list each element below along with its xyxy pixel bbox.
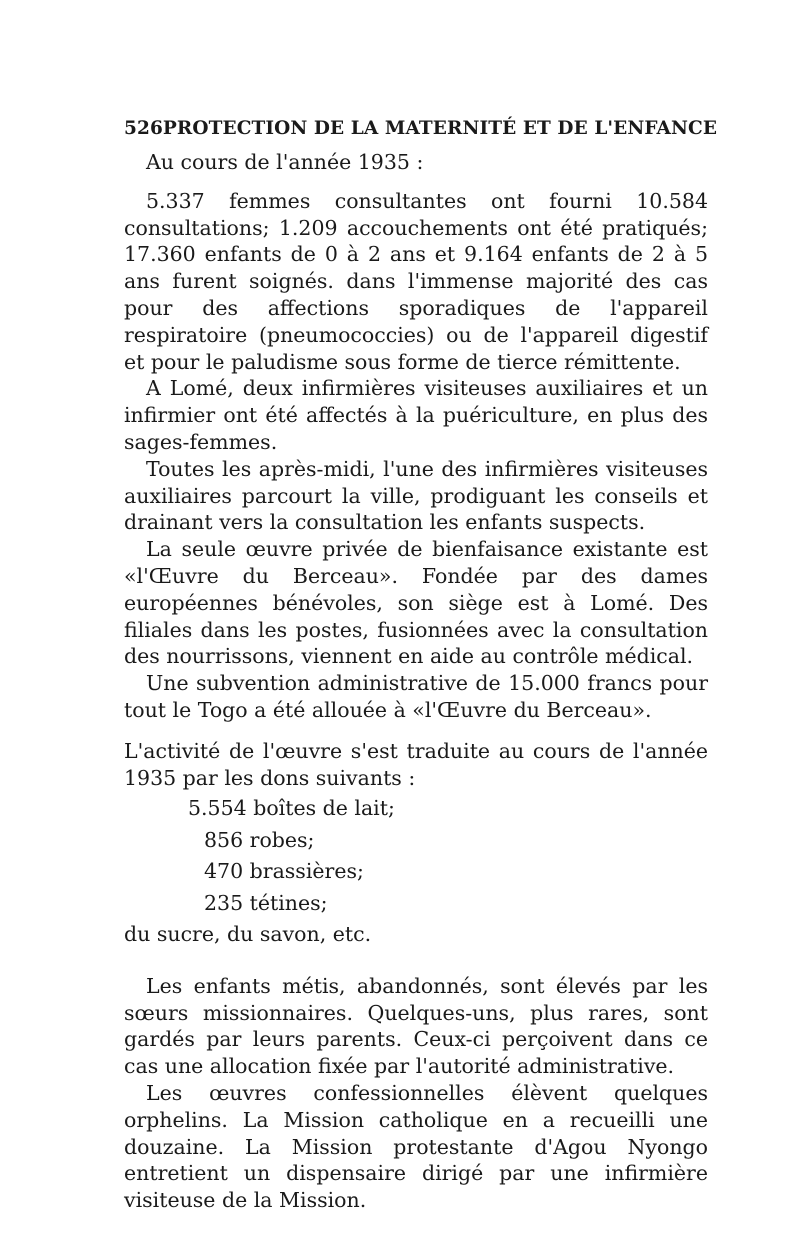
paragraph-lome-staff: A Lomé, deux infirmières visiteuses auxiliaires et un infirmier ont été affectés à la puériculture, en plus des sages-femmes.: [124, 376, 708, 454]
donation-item: 5.554 boîtes de lait;: [188, 796, 395, 821]
paragraph-oeuvre-berceau: La seule œuvre privée de bienfaisance existante est «l'Œuvre du Berceau». Fondée par des dames européennes bénévoles, son siège est à Lomé. Des filiales dans les postes, fusionnées avec la consultation des nourrissons, viennent en aide au contrôle médical.: [124, 537, 708, 669]
paragraph-intro: Au cours de l'année 1935 :: [146, 150, 424, 174]
donation-item: 856 robes;: [204, 827, 315, 852]
paragraph-statistics: 5.337 femmes consultantes ont fourni 10.584 consultations; 1.209 accouchements ont été pratiqués; 17.360 enfants de 0 à 2 ans et 9.164 enfants de 2 à 5 ans furent soignés. dans l'immense majorité des cas pour des affections sporadiques de l'appareil respiratoire (pneumococcies) ou de l'appareil digestif et pour le paludisme sous forme de tierce rémittente.: [124, 188, 708, 374]
paragraph-metis-children: Les enfants métis, abandonnés, sont élevés par les sœurs missionnaires. Quelques-uns, plus rares, sont gardés par leurs parents. Ceux-ci perçoivent dans ce cas une allocation fixée par l'autorité administrative.: [124, 973, 708, 1079]
book-page: [124, 118, 718, 1214]
paragraph-subvention: Une subvention administrative de 15.000 francs pour tout le Togo a été allouée à «l'Œuvre du Berceau».: [124, 671, 708, 722]
donation-item: 235 tétines;: [204, 890, 328, 915]
paragraph-afternoon-visits: Toutes les après-midi, l'une des infirmières visiteuses auxiliaires parcourt la ville, prodiguant les conseils et drainant vers la consultation les enfants suspects.: [124, 456, 708, 535]
page-number: 526: [124, 118, 163, 139]
paragraph-orphans: Les œuvres confessionnelles élèvent quelques orphelins. La Mission catholique en a recueilli une douzaine. La Mission protestante d'Agou Nyongo entretient un dispensaire dirigé par une infirmière visiteuse de la Mission.: [124, 1081, 708, 1213]
running-title: PROTECTION DE LA MATERNITÉ ET DE L'ENFANCE: [162, 118, 718, 139]
paragraph-activity: L'activité de l'œuvre s'est traduite au cours de l'année 1935 par les dons suivants :: [124, 738, 708, 790]
donation-item: 470 brassières;: [204, 859, 364, 884]
running-header: [124, 118, 718, 139]
donation-item: du sucre, du savon, etc.: [124, 922, 372, 947]
donations-list: [124, 793, 708, 951]
